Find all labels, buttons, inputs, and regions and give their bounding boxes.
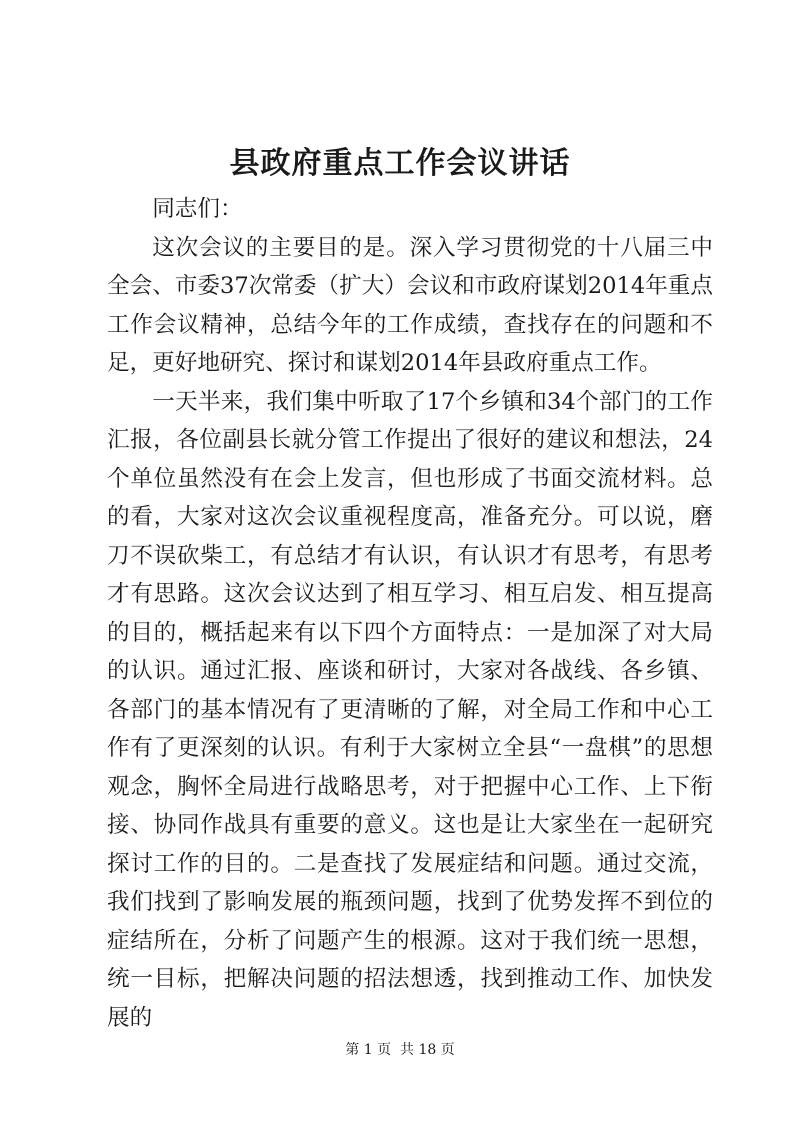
page-number-label: 第 1 页 共 18 页 [345, 1042, 455, 1058]
body-paragraph-2: 一天半来，我们集中听取了17个乡镇和34个部门的工作汇报，各位副县长就分管工作提出了很好的建议和想法，24个单位虽然没有在会上发言，但也形成了书面交流材料。总的看，大家对这次会议重视程度高，准备充分。可以说，磨刀不误砍柴工，有总结才有认识，有认识才有思考，有思考才有思路。这次会议达到了相互学习、相互启发、相互提高的目的，概括起来有以下四个方面特点：一是加深了对大局的认识。通过汇报、座谈和研讨，大家对各战线、各乡镇、各部门的基本情况有了更清晰的了解，对全局工作和中心工作有了更深刻的认识。有利于大家树立全县“一盘棋”的思想观念，胸怀全局进行战略思考，对于把握中心工作、上下衔接、协同作战具有重要的意义。这也是让大家坐在一起研究探讨工作的目的。二是查找了发展症结和问题。通过交流，我们找到了影响发展的瓶颈问题，找到了优势发挥不到位的症结所在，分析了问题产生的根源。这对于我们统一思想，统一目标，把解决问题的招法想透，找到推动工作、加快发展的 [107, 388, 713, 1031]
page-footer [0, 1040, 800, 1060]
salutation-paragraph: 同志们： [152, 196, 243, 222]
page-title: 县政府重点工作会议讲话 [229, 146, 571, 181]
document-body [107, 190, 713, 1037]
body-paragraph-1: 这次会议的主要目的是。深入学习贯彻党的十八届三中全会、市委37次常委（扩大）会议和市政府谋划2014年重点工作会议精神，总结今年的工作成绩，查找存在的问题和不足，更好地研究、探讨和谋划2014年县政府重点工作。 [107, 234, 713, 376]
